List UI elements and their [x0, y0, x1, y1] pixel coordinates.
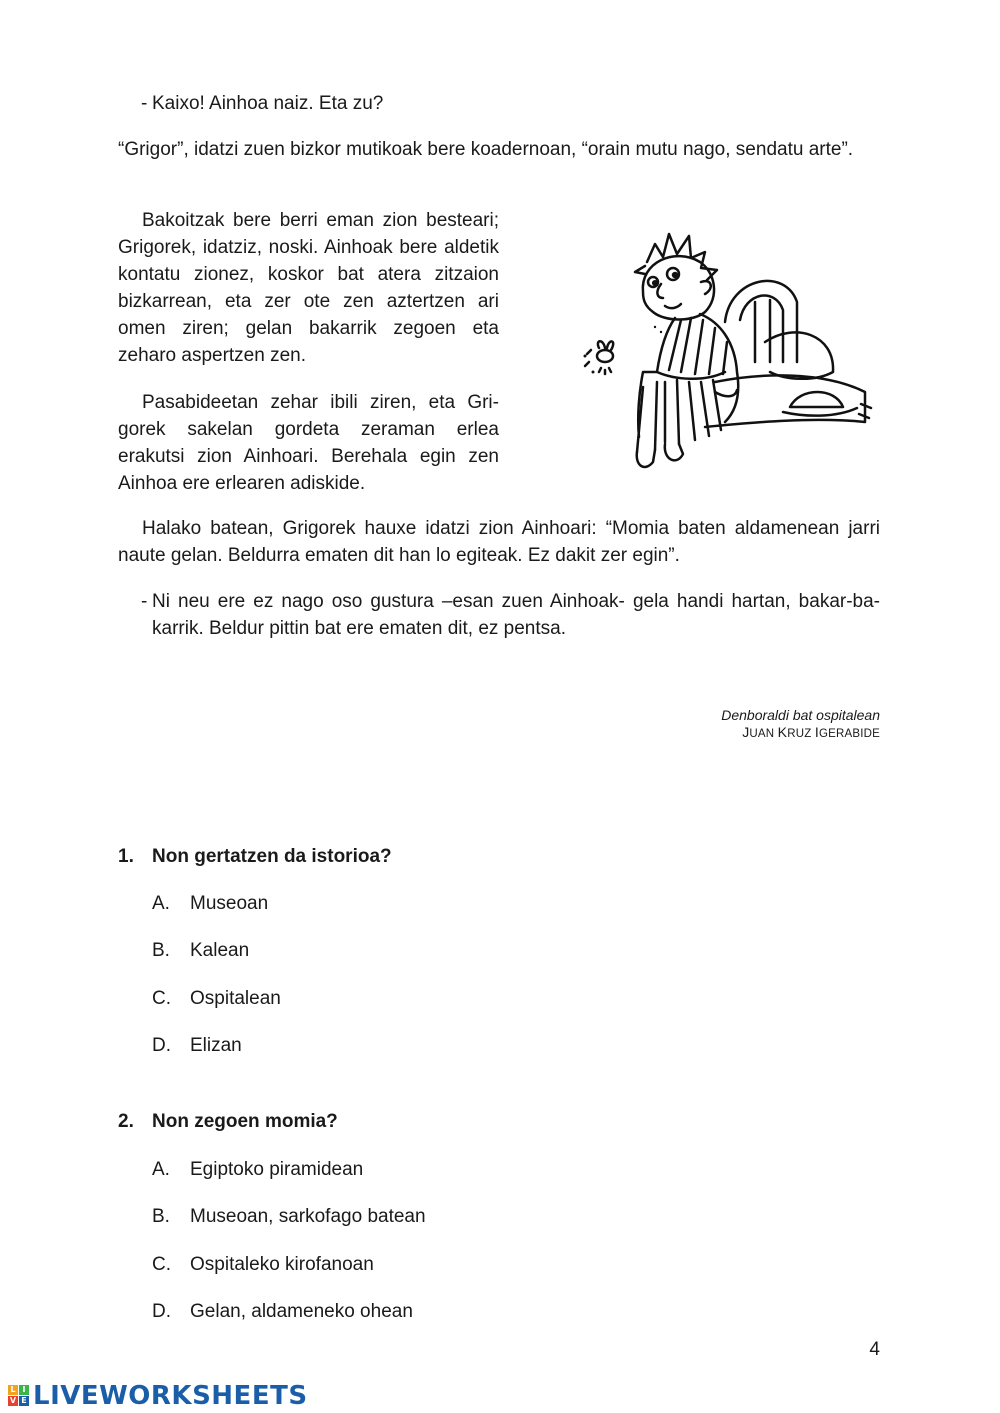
option-letter: D. — [152, 1301, 171, 1322]
option-letter: D. — [152, 1035, 171, 1056]
option-letter: A. — [152, 893, 170, 914]
answer-option[interactable] — [0, 1203, 600, 1231]
logo-tile: V — [9, 1396, 17, 1405]
story-line-reply: Ni neu ere ez nago oso gustura –esan zuen Ainhoak- gela handi hartan, bakar-bakarrik. Beldur pittin bat ere ematen dit, ez pentsa. — [152, 591, 880, 639]
option-text: Museoan, sarkofago batean — [190, 1206, 426, 1227]
boy-on-bed-illustration — [565, 222, 883, 488]
answer-option[interactable] — [0, 985, 600, 1013]
question-text: Non gertatzen da istorioa? — [152, 846, 392, 867]
story-paragraph: Bakoitzak bere berri eman zion besteari; Grigorek, idatziz, noski. Ainhoak bere aldetik kontatu zionez, koskor bat atera zitzaion bizkarrean, eta zer ote zen aztertzen ari omen ziren; gelan bakarrik zegoen eta zeharo aspertzen zen. — [118, 210, 499, 366]
liveworksheets-logo-icon — [8, 1385, 30, 1407]
option-letter: B. — [152, 1206, 170, 1227]
option-text: Ospitaleko kirofanoan — [190, 1254, 374, 1275]
liveworksheets-logo[interactable] — [8, 1382, 308, 1410]
answer-option[interactable] — [0, 1298, 600, 1326]
option-text: Egiptoko piramidean — [190, 1159, 364, 1180]
question-2 — [0, 1108, 1000, 1138]
story-paragraph: “Grigor”, idatzi zuen bizkor mutikoak bere koadernoan, “orain mutu nago, sendatu arte”. — [118, 139, 854, 160]
page-number: 4 — [869, 1339, 880, 1360]
story-paragraph: Pasabideetan zehar ibili ziren, eta Grigorek sakelan gordeta zeraman erlea erakutsi zion Ainhoari. Berehala egin zen Ainhoa ere erlearen adiskide. — [118, 392, 499, 494]
story-paragraph: Halako batean, Grigorek hauxe idatzi zion Ainhoari: “Momia baten aldamenean jarri naute gelan. Beldurra ematen dit han lo egiteak. Ez dakit zer egin”. — [118, 518, 880, 566]
dialogue-dash: - — [141, 93, 148, 114]
answer-option[interactable] — [0, 1156, 600, 1184]
source-author: JUAN KRUZ IGERABIDE — [742, 724, 880, 740]
answer-option[interactable] — [0, 1251, 600, 1279]
source-title: Denboraldi bat ospitalean — [721, 707, 880, 723]
option-letter: C. — [152, 1254, 171, 1275]
question-number: 1. — [118, 846, 134, 867]
story-line-greeting: Kaixo! Ainhoa naiz. Eta zu? — [152, 93, 384, 114]
answer-option[interactable] — [0, 937, 600, 965]
logo-tile: I — [19, 1385, 29, 1395]
dialogue-dash: - — [141, 591, 148, 612]
logo-tile: E — [19, 1396, 29, 1406]
option-text: Elizan — [190, 1035, 242, 1056]
answer-option[interactable] — [0, 890, 600, 918]
option-text: Kalean — [190, 940, 250, 961]
option-letter: A. — [152, 1159, 170, 1180]
question-1 — [0, 843, 1000, 873]
option-letter: B. — [152, 940, 170, 961]
liveworksheets-wordmark: LIVEWORKSHEETS — [33, 1381, 308, 1411]
option-text: Gelan, aldameneko ohean — [190, 1301, 413, 1322]
option-text: Ospitalean — [190, 988, 281, 1009]
answer-option[interactable] — [0, 1032, 600, 1060]
logo-tile: L — [8, 1385, 18, 1395]
question-text: Non zegoen momia? — [152, 1111, 338, 1132]
option-letter: C. — [152, 988, 171, 1009]
option-text: Museoan — [190, 893, 269, 914]
question-number: 2. — [118, 1111, 134, 1132]
